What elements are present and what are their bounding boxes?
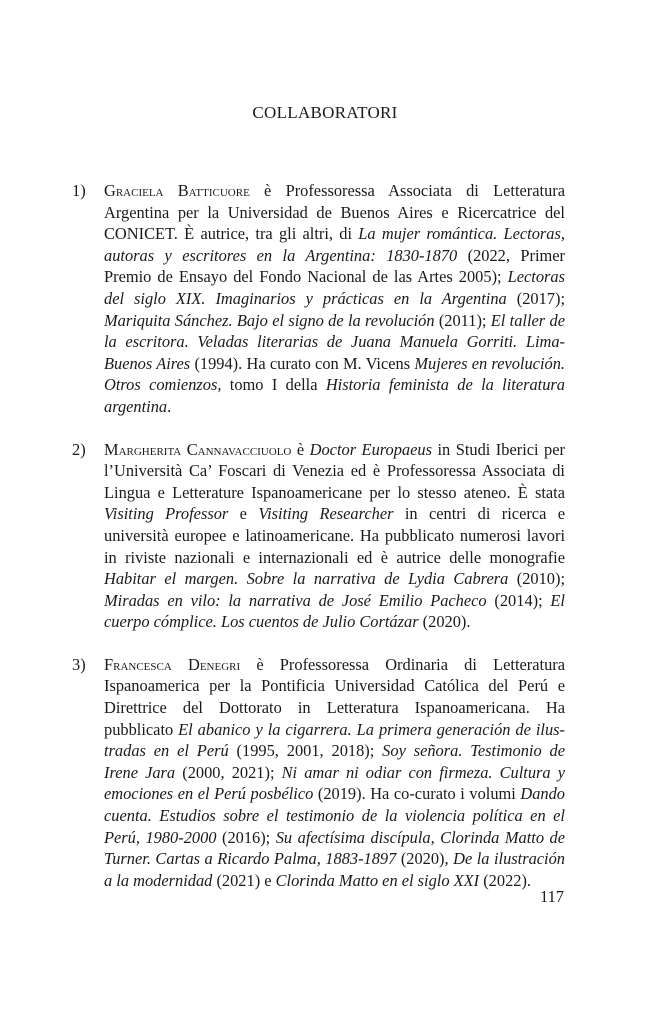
italic-title: Miradas en vilo: la narrativa de José Emilio Pacheco (104, 590, 487, 610)
italic-title: Visiting Researcher (258, 504, 394, 524)
contributor-name: Francesca Denegri (104, 654, 241, 674)
bio-text: è (291, 439, 310, 459)
contributors-list (72, 180, 565, 912)
italic-title: Dando cuenta. Estudios sobre el testimonio de la violencia política en el Perú, 1980-2000 (104, 784, 565, 847)
italic-title: Mariquita Sánchez. Bajo el signo de la revolución (104, 310, 435, 330)
bio-text: (2021) e (212, 870, 276, 890)
italic-title: El abanico y la cigarrera. La primera generación de ilus-tradas en el Perú (104, 719, 565, 761)
contributor-entry (72, 439, 565, 633)
bio-text: in centri di ricerca e università europee e latinoamericane. Ha pubblicato numerosi lavori in riviste nazionali e internazionali ed è autrice delle monografie (104, 504, 565, 567)
bio-text: (2022, Primer Premio de Ensayo del Fondo Nacional de las Artes 2005); (104, 245, 565, 287)
italic-title: Ni amar ni odiar con firmeza. Cultura y emociones en el Perú posbélico (104, 762, 565, 804)
bio-text: (2019). Ha co-curato i volumi (313, 784, 521, 804)
bio-text: (2011); (434, 310, 491, 330)
bio-text: . (167, 396, 172, 416)
contributor-entry (72, 654, 565, 892)
bio-text: (2000, 2021); (175, 762, 282, 782)
entry-number: 1) (72, 181, 86, 200)
italic-title: Lectoras del siglo XIX. Imaginarios y prácticas en la Argentina (104, 267, 565, 308)
italic-title: Doctor Europaeus (309, 439, 432, 459)
italic-title: De la ilustración a la modernidad (104, 849, 566, 890)
bio-text: è Professoressa Ordinaria di Letteratura Ispanoamerica per la Pontificia Universidad Católica del Perú e Direttrice del Dottorato in Letteratura Ispanoamericana. Ha pubblicato (104, 654, 566, 739)
entry-number: 3) (72, 654, 86, 674)
italic-title: La mujer romántica. Lectoras, autoras y escritores en la Argentina: 1830-1870 (104, 224, 565, 265)
italic-title: Mujeres en revolución. Otros comienzos, (104, 353, 566, 395)
italic-title: Habitar el margen. Sobre la narrativa de Lydia Cabrera (104, 569, 509, 589)
bio-text: (1995, 2001, 2018); (228, 741, 383, 761)
bio-text: tomo I della (221, 375, 326, 395)
bio-text: (2014); (486, 590, 551, 610)
italic-title: Su afectísima discípula, Clorinda Matto de Turner. Cartas a Ricardo Palma, 1883-1897 (104, 827, 565, 869)
bio-text: (2020), (396, 849, 454, 869)
italic-title: Clorinda Matto en el siglo XXI (275, 870, 480, 890)
bio-text: (2017); (506, 288, 565, 308)
bio-text: (2020). (418, 612, 471, 632)
italic-title: Visiting Professor (104, 504, 229, 524)
bio-text: (2010); (508, 569, 565, 589)
bio-text: (1994). Ha curato con M. Vicens (190, 353, 415, 373)
page-title: COLLABORATORI (252, 103, 398, 122)
bio-text: (2022). (479, 870, 532, 890)
page-number: 117 (540, 887, 564, 906)
italic-title: Soy señora. Testimonio de Irene Jara (104, 741, 565, 782)
contributor-entry (72, 180, 565, 418)
bio-text: è Professoressa Associata di Letteratura Argentina per la Universidad de Buenos Aires e Ricercatrice del CONICET. È autrice, tra gli altri, di (104, 181, 565, 244)
italic-title: El taller de la escritora. Veladas literarias de Juana Manuela Gorriti. Lima-Buenos Aires (104, 310, 565, 373)
bio-text: (2016); (216, 827, 276, 847)
contributor-name: Graciela Batticuore (104, 181, 250, 200)
bio-text: in Studi Iberici per l’Università Ca’ Foscari di Venezia ed è Professoressa Associata di Lingua e Letterature Ispanoamericane per lo stesso ateneo. È stata (104, 439, 565, 502)
bio-text: e (228, 504, 259, 524)
entry-number: 2) (72, 439, 86, 459)
contributor-name: Margherita Cannavacciuolo (104, 439, 292, 459)
italic-title: El cuerpo cómplice. Los cuentos de Julio Cortázar (104, 590, 565, 632)
italic-title: Historia feminista de la literatura argentina (104, 375, 566, 416)
